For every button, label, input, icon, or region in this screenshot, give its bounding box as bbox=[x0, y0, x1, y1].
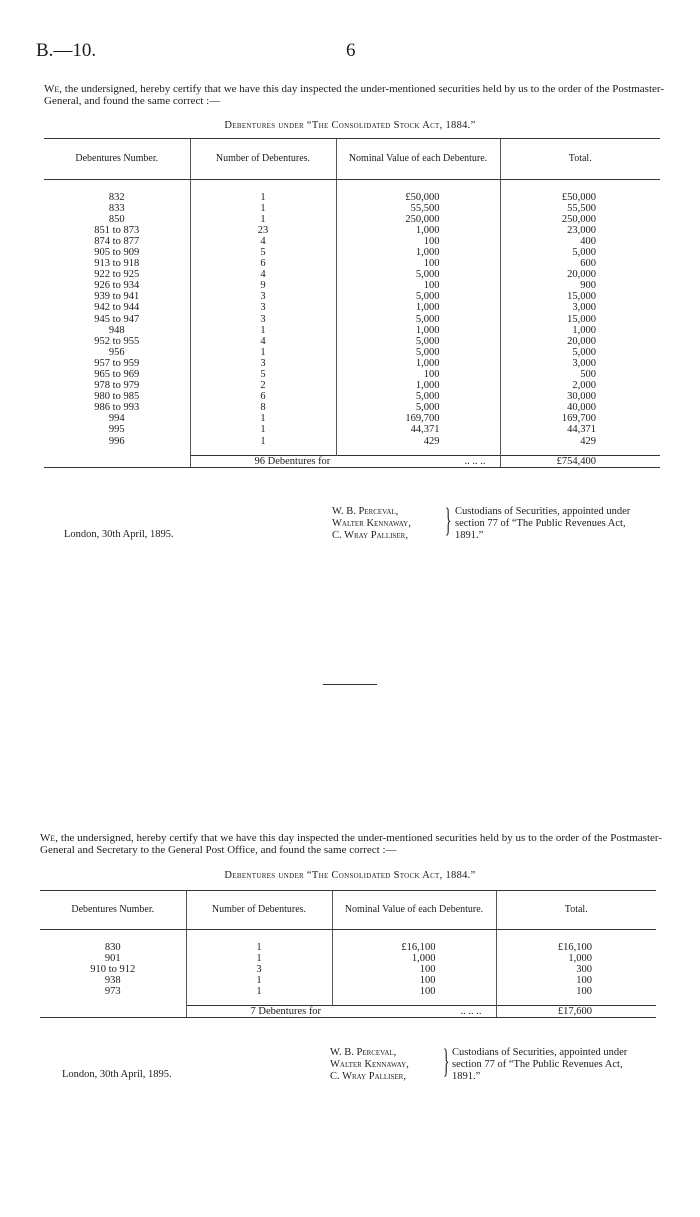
table-header-row bbox=[44, 139, 660, 179]
nominal-value: 5,000 bbox=[336, 336, 500, 347]
debenture-number: 986 to 993 bbox=[44, 402, 190, 413]
nominal-value: 429 bbox=[336, 436, 500, 456]
debenture-count: 1 bbox=[190, 325, 336, 336]
row-total: 500 bbox=[580, 369, 596, 380]
nominal-value: 44,371 bbox=[336, 424, 500, 435]
row-total: 250,000 bbox=[561, 213, 596, 225]
table-row bbox=[44, 369, 660, 380]
nominal-value: 1,000 bbox=[332, 953, 496, 964]
debenture-count: 1 bbox=[186, 986, 332, 1006]
table-caption-1: Debentures under “The Consolidated Stock Act, 1884.” bbox=[224, 120, 476, 131]
debenture-count: 3 bbox=[190, 291, 336, 302]
custodian-note-1: Custodians of Securities, appointed under section 77 of “The Public Revenues Act, 1891.” bbox=[455, 506, 631, 541]
table-row bbox=[40, 953, 656, 964]
place-date-1: London, 30th April, 1895. bbox=[64, 529, 174, 540]
nominal-value: 5,000 bbox=[336, 402, 500, 413]
certification-text-1 bbox=[44, 83, 664, 107]
debenture-count: 1 bbox=[190, 413, 336, 424]
debenture-count: 5 bbox=[190, 369, 336, 380]
row-total: 23,000 bbox=[567, 224, 596, 236]
table-row bbox=[40, 929, 656, 953]
nominal-value: 100 bbox=[332, 964, 496, 975]
total-label: 7 Debentures for bbox=[250, 1005, 322, 1017]
table-row bbox=[44, 214, 660, 225]
total-label-cell bbox=[190, 455, 500, 467]
table-row bbox=[44, 402, 660, 413]
debenture-count: 5 bbox=[190, 247, 336, 258]
row-total: 20,000 bbox=[567, 269, 596, 281]
total-blank bbox=[40, 1005, 186, 1017]
debenture-number: 978 to 979 bbox=[44, 380, 190, 391]
place-date-2: London, 30th April, 1895. bbox=[62, 1069, 172, 1080]
nominal-value: 5,000 bbox=[336, 314, 500, 325]
debenture-count: 1 bbox=[190, 436, 336, 456]
debenture-number: 973 bbox=[40, 986, 186, 1006]
nominal-value: 1,000 bbox=[336, 358, 500, 369]
debenture-count: 1 bbox=[190, 214, 336, 225]
table-row bbox=[44, 258, 660, 269]
row-total: 44,371 bbox=[567, 424, 596, 436]
debenture-number: 995 bbox=[44, 424, 190, 435]
row-total: 429 bbox=[580, 435, 596, 447]
debenture-number: 851 to 873 bbox=[44, 225, 190, 236]
debenture-count: 3 bbox=[190, 314, 336, 325]
nominal-value: 250,000 bbox=[336, 214, 500, 225]
col-header-count: Number of Debentures. bbox=[186, 891, 332, 929]
intro-body: the undersigned, hereby certify that we have this day inspected the under-mentioned securities held by us to the order of the Postmaster-General and Secretary to the General Post Office, and found the same correct :— bbox=[40, 832, 662, 856]
debenture-number: 956 bbox=[44, 347, 190, 358]
debenture-count: 1 bbox=[186, 975, 332, 986]
table-row bbox=[44, 247, 660, 258]
table-row bbox=[44, 436, 660, 456]
table-row bbox=[40, 964, 656, 975]
debenture-count: 6 bbox=[190, 391, 336, 402]
nominal-value: 100 bbox=[336, 369, 500, 380]
row-total: £50,000 bbox=[561, 191, 596, 203]
nominal-value: 100 bbox=[336, 236, 500, 247]
debenture-number: 939 to 941 bbox=[44, 291, 190, 302]
table-row bbox=[44, 302, 660, 313]
nominal-value: 169,700 bbox=[336, 413, 500, 424]
debenture-number: 910 to 912 bbox=[40, 964, 186, 975]
col-header-count: Number of Debentures. bbox=[190, 139, 336, 179]
debentures-table-1 bbox=[44, 139, 660, 468]
row-total: 400 bbox=[580, 235, 596, 247]
table-row bbox=[44, 225, 660, 236]
debenture-count: 3 bbox=[186, 964, 332, 975]
debenture-count: 3 bbox=[190, 302, 336, 313]
signatories-2 bbox=[330, 1047, 409, 1083]
debenture-number: 938 bbox=[40, 975, 186, 986]
table-row bbox=[40, 975, 656, 986]
section-divider bbox=[323, 684, 377, 685]
total-blank bbox=[44, 455, 190, 467]
debenture-number: 980 to 985 bbox=[44, 391, 190, 402]
table-row bbox=[44, 291, 660, 302]
debenture-count: 23 bbox=[190, 225, 336, 236]
document-reference: B.—10. bbox=[36, 40, 97, 61]
debenture-count: 1 bbox=[190, 424, 336, 435]
table-row bbox=[44, 336, 660, 347]
nominal-value: 1,000 bbox=[336, 247, 500, 258]
row-total: 1,000 bbox=[568, 952, 592, 964]
leader-dots: .. .. .. bbox=[464, 455, 486, 467]
row-total: 5,000 bbox=[572, 246, 596, 258]
debenture-count: 1 bbox=[186, 929, 332, 953]
table-row bbox=[44, 380, 660, 391]
signatory-names: W. B. Perceval, Walter Kennaway, C. Wray Palliser, bbox=[332, 506, 411, 541]
debenture-count: 1 bbox=[190, 203, 336, 214]
debenture-count: 6 bbox=[190, 258, 336, 269]
grand-total: £754,400 bbox=[500, 455, 660, 467]
row-total: 300 bbox=[576, 963, 592, 975]
debenture-count: 4 bbox=[190, 269, 336, 280]
table-row bbox=[44, 236, 660, 247]
nominal-value: 5,000 bbox=[336, 347, 500, 358]
leader-dots: .. .. .. bbox=[460, 1005, 482, 1017]
row-total: 30,000 bbox=[567, 391, 596, 403]
table-row bbox=[44, 347, 660, 358]
debentures-table-2 bbox=[40, 891, 656, 1018]
debenture-number: 913 to 918 bbox=[44, 258, 190, 269]
brace-1: } bbox=[444, 502, 452, 539]
table-row bbox=[44, 314, 660, 325]
debenture-count: 1 bbox=[190, 347, 336, 358]
total-label: 96 Debentures for bbox=[254, 455, 331, 467]
table-row bbox=[44, 269, 660, 280]
col-header-number: Debentures Number. bbox=[44, 139, 190, 179]
row-total: 40,000 bbox=[567, 402, 596, 414]
nominal-value: 5,000 bbox=[336, 391, 500, 402]
table-row bbox=[44, 358, 660, 369]
nominal-value: 1,000 bbox=[336, 302, 500, 313]
intro-we: We, bbox=[40, 832, 59, 844]
debenture-number: 957 to 959 bbox=[44, 358, 190, 369]
table-row bbox=[44, 424, 660, 435]
row-total: 55,500 bbox=[567, 202, 596, 214]
nominal-value: 55,500 bbox=[336, 203, 500, 214]
nominal-value: £16,100 bbox=[332, 929, 496, 953]
table-row bbox=[44, 391, 660, 402]
custodian-note-2: Custodians of Securities, appointed under section 77 of “The Public Revenues Act, 1891.” bbox=[452, 1047, 628, 1082]
debenture-number: 926 to 934 bbox=[44, 280, 190, 291]
debenture-number: 830 bbox=[40, 929, 186, 953]
debenture-number: 942 to 944 bbox=[44, 302, 190, 313]
debenture-count: 1 bbox=[190, 179, 336, 203]
debenture-number: 874 to 877 bbox=[44, 236, 190, 247]
intro-body: the undersigned, hereby certify that we have this day inspected the under-mentioned securities held by us to the order of the Postmaster-General, and found the same correct :— bbox=[44, 83, 664, 107]
debenture-count: 2 bbox=[190, 380, 336, 391]
debenture-number: 832 bbox=[44, 179, 190, 203]
debenture-count: 1 bbox=[186, 953, 332, 964]
certification-text-2 bbox=[40, 832, 662, 856]
table-caption-2: Debentures under “The Consolidated Stock Act, 1884.” bbox=[224, 870, 476, 881]
nominal-value: 100 bbox=[332, 986, 496, 1006]
debenture-number: 948 bbox=[44, 325, 190, 336]
debenture-count: 8 bbox=[190, 402, 336, 413]
debenture-number: 922 to 925 bbox=[44, 269, 190, 280]
nominal-value: 1,000 bbox=[336, 380, 500, 391]
row-total: 3,000 bbox=[572, 302, 596, 314]
table-row bbox=[44, 325, 660, 336]
row-total: 15,000 bbox=[567, 291, 596, 303]
nominal-value: 100 bbox=[332, 975, 496, 986]
debenture-number: 905 to 909 bbox=[44, 247, 190, 258]
page-number: 6 bbox=[346, 40, 356, 61]
total-row bbox=[44, 455, 660, 467]
debenture-count: 3 bbox=[190, 358, 336, 369]
row-total: 5,000 bbox=[572, 346, 596, 358]
debenture-number: 850 bbox=[44, 214, 190, 225]
row-total: 900 bbox=[580, 280, 596, 292]
debenture-count: 4 bbox=[190, 336, 336, 347]
nominal-value: 5,000 bbox=[336, 291, 500, 302]
nominal-value: 1,000 bbox=[336, 225, 500, 236]
debenture-number: 965 to 969 bbox=[44, 369, 190, 380]
row-total: 600 bbox=[580, 258, 596, 270]
col-header-nominal: Nominal Value of each Debenture. bbox=[336, 139, 500, 179]
row-total: 100 bbox=[576, 974, 592, 986]
signatories-1 bbox=[332, 506, 411, 542]
debenture-number: 996 bbox=[44, 436, 190, 456]
table-row bbox=[40, 986, 656, 1006]
total-row bbox=[40, 1005, 656, 1017]
table-row bbox=[44, 280, 660, 291]
nominal-value: 5,000 bbox=[336, 269, 500, 280]
debenture-number: 901 bbox=[40, 953, 186, 964]
debenture-number: 994 bbox=[44, 413, 190, 424]
nominal-value: 1,000 bbox=[336, 325, 500, 336]
table-row bbox=[44, 179, 660, 203]
col-header-number: Debentures Number. bbox=[40, 891, 186, 929]
row-total: £16,100 bbox=[557, 941, 592, 953]
row-total: 20,000 bbox=[567, 335, 596, 347]
row-total: 100 bbox=[576, 985, 592, 997]
debenture-number: 945 to 947 bbox=[44, 314, 190, 325]
total-label-cell bbox=[186, 1005, 496, 1017]
nominal-value: 100 bbox=[336, 280, 500, 291]
table-header-row bbox=[40, 891, 656, 929]
col-header-nominal: Nominal Value of each Debenture. bbox=[332, 891, 496, 929]
row-total: 169,700 bbox=[561, 413, 596, 425]
table-row bbox=[44, 413, 660, 424]
col-header-total: Total. bbox=[496, 891, 656, 929]
debenture-count: 4 bbox=[190, 236, 336, 247]
col-header-total: Total. bbox=[500, 139, 660, 179]
debenture-number: 833 bbox=[44, 203, 190, 214]
row-total: 1,000 bbox=[572, 324, 596, 336]
brace-2: } bbox=[442, 1043, 450, 1080]
intro-we: We, bbox=[44, 83, 63, 95]
row-total: 3,000 bbox=[572, 357, 596, 369]
nominal-value: £50,000 bbox=[336, 179, 500, 203]
grand-total: £17,600 bbox=[496, 1005, 656, 1017]
row-total: 15,000 bbox=[567, 313, 596, 325]
table-row bbox=[44, 203, 660, 214]
debenture-number: 952 to 955 bbox=[44, 336, 190, 347]
signatory-names: W. B. Perceval, Walter Kennaway, C. Wray Palliser, bbox=[330, 1047, 409, 1082]
row-total: 2,000 bbox=[572, 380, 596, 392]
nominal-value: 100 bbox=[336, 258, 500, 269]
debenture-count: 9 bbox=[190, 280, 336, 291]
